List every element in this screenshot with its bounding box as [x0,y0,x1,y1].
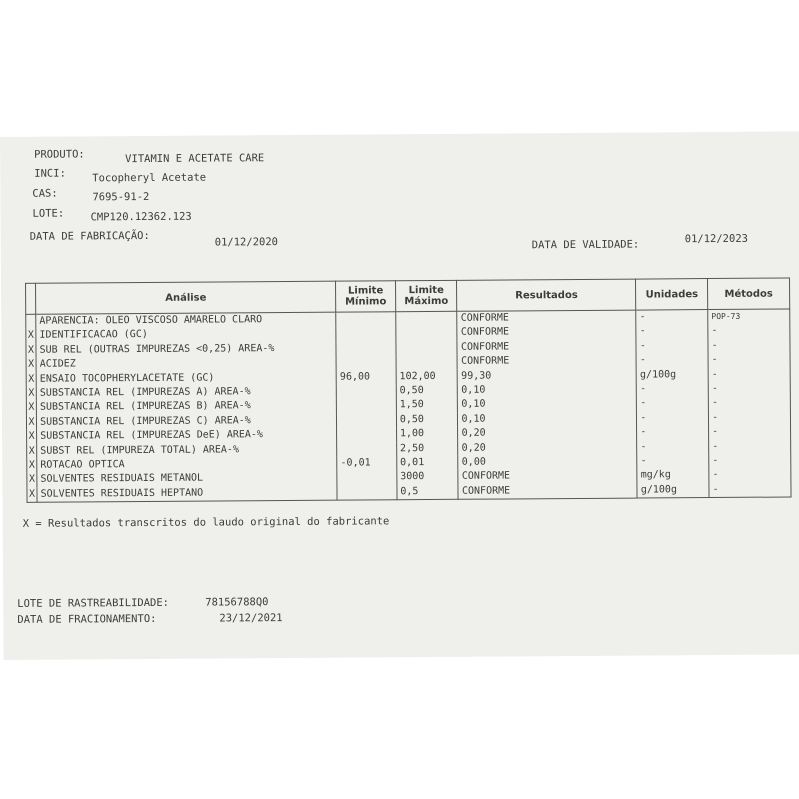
row-marker: X [26,416,36,430]
row-limite-minimo [337,442,397,457]
row-resultado: CONFORME [458,469,637,485]
row-resultado: 0,20 [458,440,637,456]
row-limite-minimo [337,413,397,428]
row-limite-minimo [336,355,396,370]
header-limite-maximo-line1: Limite [408,284,444,297]
rastreabilidade-value: 78156788Q0 [205,596,269,609]
row-resultado: 0,20 [458,426,637,442]
row-limite-minimo [337,471,397,486]
row-metodo: - [709,439,791,454]
row-analise: SUBSTANCIA REL (IMPUREZAS DeE) AREA-% [37,428,337,445]
row-unidade: - [637,382,709,397]
row-limite-maximo: 0,01 [397,456,459,471]
row-limite-minimo: -0,01 [337,456,397,471]
row-resultado: CONFORME [457,310,636,326]
header-unidades: Unidades [636,279,708,311]
produto-value: VITAMIN E ACETATE CARE [125,152,265,166]
row-limite-minimo [337,427,397,442]
row-resultado: CONFORME [457,339,636,355]
row-marker: X [27,444,37,458]
row-analise: SUB REL (OUTRAS IMPUREZAS <0,25) AREA-% [36,341,336,358]
header-metodos: Métodos [708,278,790,310]
row-limite-minimo [336,327,396,342]
row-analise: ROTACAO OPTICA [37,457,337,474]
row-metodo: - [709,425,791,440]
row-analise: IDENTIFICACAO (GC) [36,327,336,344]
row-marker: X [26,358,36,372]
row-limite-minimo [337,485,397,500]
row-unidade: - [637,440,709,455]
row-metodo: - [708,367,790,382]
row-unidade: - [636,353,708,368]
row-resultado: CONFORME [458,483,637,499]
inci-label: INCI: [34,167,66,180]
row-limite-minimo [336,341,396,356]
transcription-note: X = Resultados transcritos do laudo original do fabricante [22,515,390,530]
row-limite-maximo: 1,50 [396,398,458,413]
row-marker: X [26,401,36,415]
row-limite-maximo: 0,50 [396,384,458,399]
row-analise: ACIDEZ [36,356,336,373]
row-metodo: - [709,410,791,425]
row-marker: X [27,430,37,444]
row-marker: X [27,459,37,473]
analysis-table [25,277,792,503]
row-marker: X [27,473,37,487]
header-limite-maximo-line2: Máximo [404,295,449,308]
row-limite-minimo [336,384,396,399]
row-resultado: 0,10 [458,383,637,399]
row-resultado: CONFORME [458,354,637,370]
document-sheet [0,131,799,660]
row-unidade: g/100g [637,483,709,498]
row-unidade: - [636,339,708,354]
row-metodo: POP-73 [708,309,790,324]
row-resultado: 0,10 [458,411,637,427]
row-resultado: CONFORME [457,325,636,341]
row-analise: SOLVENTES RESIDUAIS METANOL [37,471,337,488]
row-limite-maximo [396,326,458,341]
row-analise: SUBSTANCIA REL (IMPUREZAS A) AREA-% [36,385,336,402]
row-unidade: - [637,411,709,426]
fracionamento-value: 23/12/2021 [219,612,283,625]
row-metodo: - [709,454,791,469]
row-metodo: - [708,338,790,353]
cas-value: 7695-91-2 [92,190,150,204]
row-marker: X [26,387,36,401]
row-metodo: - [708,382,790,397]
row-limite-maximo: 0,5 [397,485,459,500]
row-analise: ENSAIO TOCOPHERYLACETATE (GC) [36,370,336,387]
row-unidade: - [636,310,708,325]
fabricacao-label: DATA DE FABRICAÇÃO: [29,229,150,243]
row-metodo: - [709,482,791,497]
row-limite-minimo [336,312,396,327]
row-marker [26,314,36,329]
header-limite-minimo-line1: Limite [347,285,384,297]
header-limite-maximo [395,280,457,311]
row-limite-maximo [396,341,458,356]
row-limite-maximo: 1,00 [396,427,458,442]
row-unidade: - [637,425,709,440]
row-metodo: - [708,324,790,339]
produto-label: PRODUTO: [34,148,85,161]
header-resultados: Resultados [457,279,636,311]
row-marker: X [26,344,36,358]
rastreabilidade-label: LOTE DE RASTREABILIDADE: [17,596,170,610]
row-analise: SUBST REL (IMPUREZA TOTAL) AREA-% [37,442,337,459]
header-limite-minimo-line2: Mínimo [345,296,387,308]
lote-value: CMP120.12362.123 [90,210,192,224]
row-limite-maximo: 0,50 [396,413,458,428]
row-metodo: - [709,468,791,483]
row-limite-maximo: 3000 [397,470,459,485]
row-analise: SUBSTANCIA REL (IMPUREZAS C) AREA-% [37,414,337,431]
header-analise: Análise [36,281,336,314]
validade-label: DATA DE VALIDADE: [531,238,640,252]
fabricacao-value: 01/12/2020 [214,236,279,249]
inci-value: Tocopheryl Acetate [92,171,207,185]
row-analise: SOLVENTES RESIDUAIS HEPTANO [37,486,337,503]
row-unidade: g/100g [636,368,708,383]
row-analise: SUBSTANCIA REL (IMPUREZAS B) AREA-% [36,399,336,416]
row-metodo: - [708,396,790,411]
validade-value: 01/12/2023 [684,232,748,246]
row-resultado: 99,30 [458,368,637,384]
row-unidade: - [637,454,709,469]
lote-label: LOTE: [32,207,65,220]
row-resultado: 0,00 [458,455,637,471]
row-limite-maximo: 2,50 [396,441,458,456]
row-metodo: - [708,353,790,368]
row-limite-maximo: 102,00 [396,369,458,384]
row-analise: APARENCIA: OLEO VISCOSO AMARELO CLARO [36,312,336,329]
row-marker: X [26,329,36,343]
row-unidade: - [636,324,708,339]
row-marker: X [26,372,36,386]
row-limite-minimo: 96,00 [336,370,396,385]
row-limite-maximo [396,355,458,370]
cas-label: CAS: [32,187,58,200]
header-limite-minimo [336,281,396,312]
fracionamento-label: DATA DE FRACIONAMENTO: [17,612,157,626]
row-unidade: mg/kg [637,469,709,484]
row-marker: X [27,488,37,503]
row-unidade: - [637,396,709,411]
row-limite-minimo [337,399,397,414]
row-limite-maximo [396,311,458,326]
header-x [26,283,36,314]
row-resultado: 0,10 [458,397,637,413]
